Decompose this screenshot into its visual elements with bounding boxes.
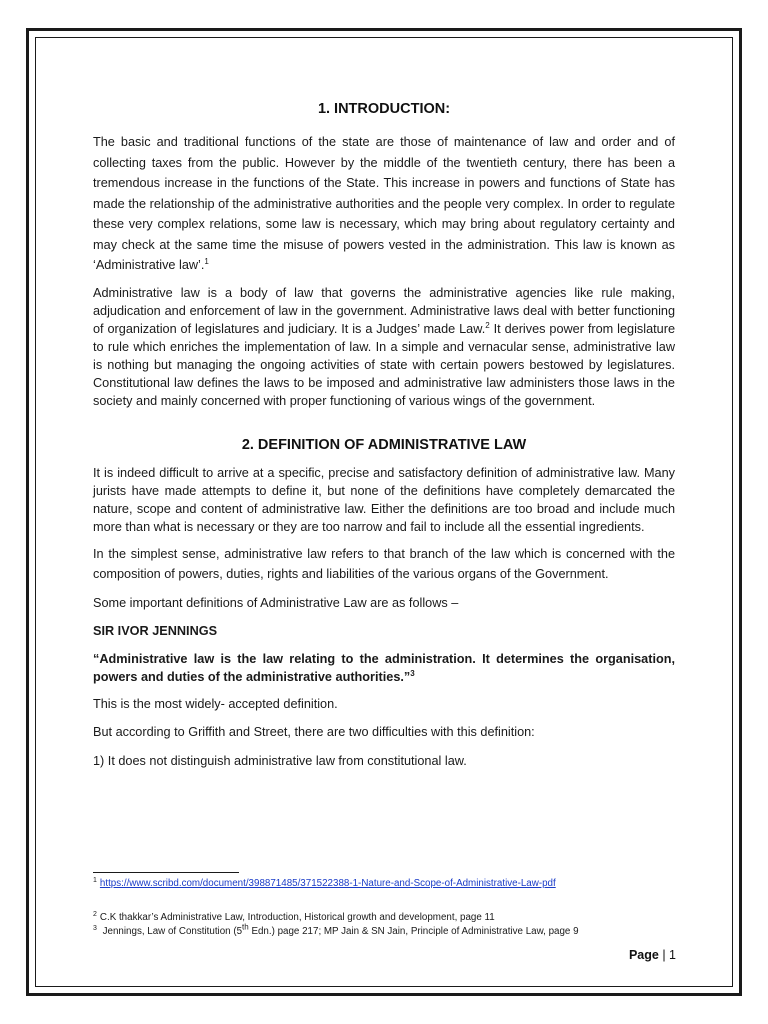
- subheading-jennings: SIR IVOR JENNINGS: [93, 624, 218, 638]
- paragraph-accepted: This is the most widely- accepted definition.: [93, 696, 338, 711]
- footnote-ref-3[interactable]: 3: [410, 668, 415, 678]
- section-heading-introduction: 1. INTRODUCTION:: [317, 101, 451, 117]
- footnote-2: $^2$ C.K thakkar’s Administrative Law, Introduction, Historical growth and development, page 11: [93, 910, 495, 923]
- footnote-ref-1[interactable]: 1: [204, 256, 209, 266]
- footnote-1-link[interactable]: https://www.scribd.com/document/398871485/371522388-1-Nature-and-Scope-of-Administrative-Law-pdf: [99, 878, 556, 889]
- paragraph-intro-2: Administrative law is a body of law that governs the administrative agencies like rule making, adjudication and enforcement of law in the government. Administrative laws deal with better functioning of organization of legislatures and judiciary. It is a Judges’ made Law.$^2$ It derives power from legislature to rule which enriches the implementation of law. In a simple and vernacular sense, administrative law is nothing but managing the ongoing activities of state with certain powers bestowed by legislatures. Constitutional law defines the laws to be imposed and administrative law administers those laws in the society and mainly concerned with proper functioning of various wings of the government.: [93, 285, 675, 408]
- paragraph-difficulty-1: 1) It does not distinguish administrative law from constitutional law.: [93, 753, 467, 768]
- paragraph-definition-2: In the simplest sense, administrative law refers to that branch of the law which is concerned with the composition of powers, duties, rights and liabilities of the various organs of the Government.: [93, 546, 675, 581]
- footnote-separator: [93, 872, 239, 873]
- paragraph-definitions-intro: Some important definitions of Administrative Law are as follows –: [93, 595, 459, 610]
- section-heading-definition: 2. DEFINITION OF ADMINISTRATIVE LAW: [241, 436, 527, 453]
- footnote-3: $^3$ Jennings, Law of Constitution (5th Edn.) page 217; MP Jain & SN Jain, Principle of Administrative Law, page 9: [93, 922, 579, 937]
- footnote-1: $^1$ https://www.scribd.com/document/398871485/371522388-1-Nature-and-Scope-of-Administrative-Law-pdf: [93, 876, 556, 889]
- document-body: [93, 98, 675, 779]
- footnote-ref-2[interactable]: 2: [485, 320, 490, 330]
- paragraph-intro-1: The basic and traditional functions of the state are those of maintenance of law and order and of collecting taxes from the public. However by the middle of the twentieth century, there has been a tremendous increase in the functions of the State. This increase in powers and functions of State has made the relationship of the administrative authorities and the people very complex. In order to regulate these very complex relations, some law is necessary, which may bring about regulatory certainty and may check at the same time the misuse of powers vested in the administration. This law is known as ‘Administrative law’.$^1$: [93, 135, 675, 272]
- footnotes: [93, 877, 683, 939]
- page-number: Page | 1: [628, 948, 676, 962]
- paragraph-griffith: But according to Griffith and Street, there are two difficulties with this definition:: [93, 725, 535, 739]
- quote-jennings: “Administrative law is the law relating to the administration. It determines the organisation, powers and duties of the administrative authorities.”$^3$: [93, 651, 675, 684]
- paragraph-definition-1: It is indeed difficult to arrive at a specific, precise and satisfactory definition of administrative law. Many jurists have made attempts to define it, but none of the definitions have completely demarcated the nature, scope and content of administrative law. Either the definitions are too broad and include much more than what is necessary or they are too narrow and fail to include all the essential ingredients.: [93, 465, 675, 534]
